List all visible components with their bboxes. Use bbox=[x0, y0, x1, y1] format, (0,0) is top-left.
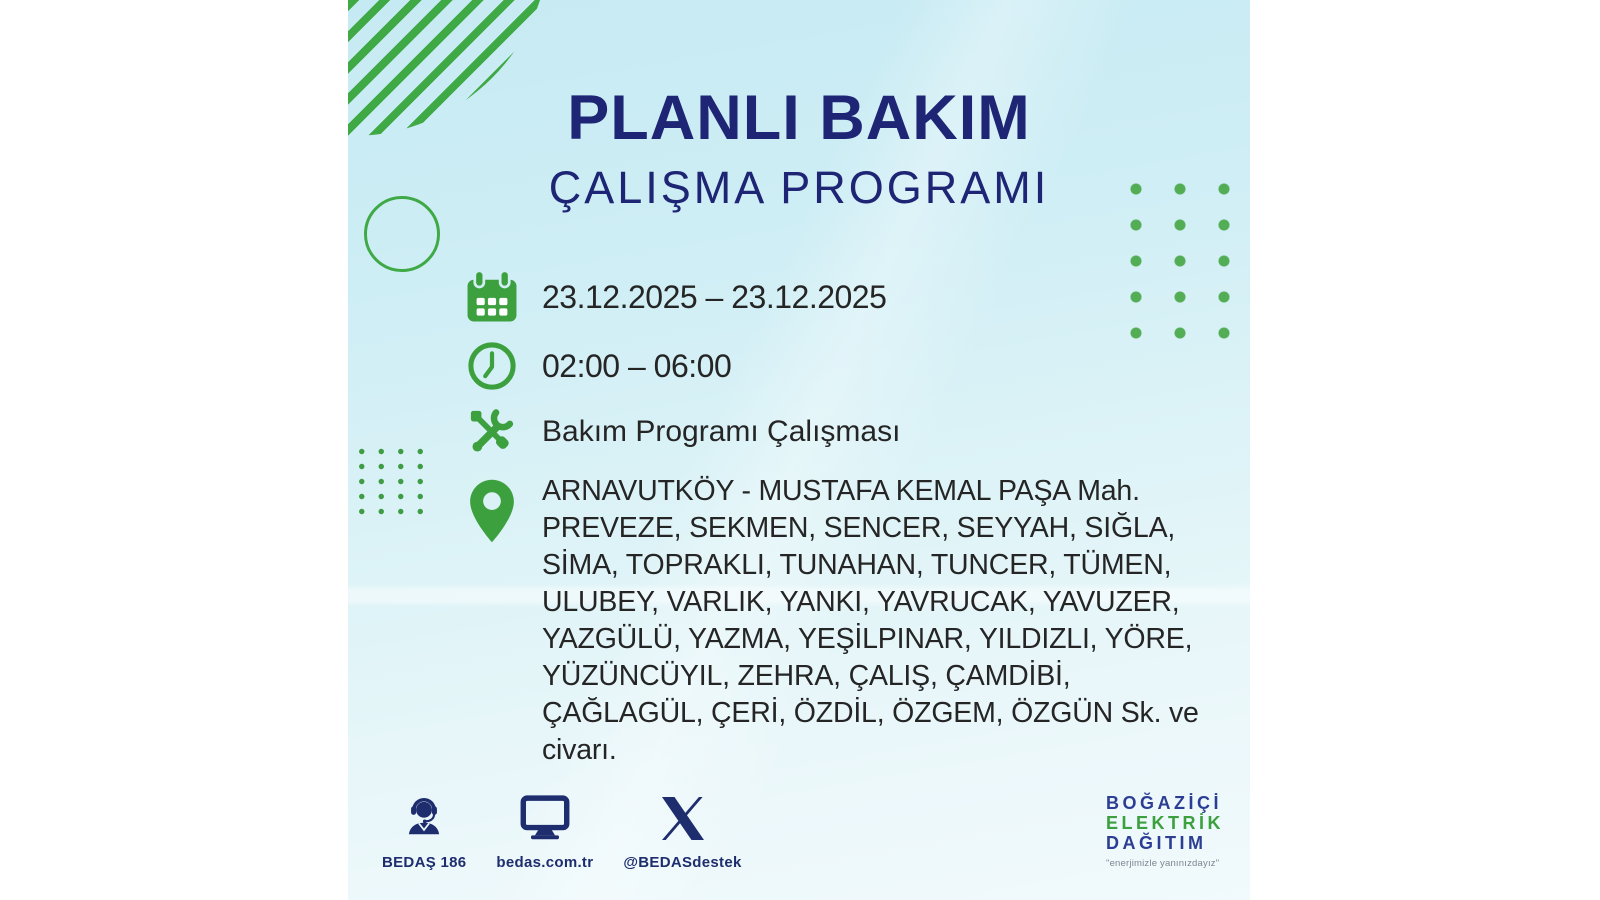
work-type-row bbox=[460, 406, 1220, 458]
logo-tagline: "enerjimizle yanınızdayız" bbox=[1106, 858, 1220, 869]
logo-line-dagitim: DAĞITIM bbox=[1106, 833, 1207, 853]
logo-line-elektrik: ELEKTRİK bbox=[1106, 813, 1224, 833]
work-type: Bakım Programı Çalışması bbox=[542, 415, 901, 448]
headset-agent-icon bbox=[401, 794, 447, 845]
calendar-icon bbox=[460, 268, 524, 326]
time-range: 02:00 – 06:00 bbox=[542, 347, 732, 384]
x-twitter-icon bbox=[662, 797, 704, 845]
date-row bbox=[460, 268, 1220, 326]
monitor-icon bbox=[520, 795, 570, 845]
location-text: ARNAVUTKÖY - MUSTAFA KEMAL PAŞA Mah. PREVEZE, SEKMEN, SENCER, SEYYAH, SIĞLA, SİMA, TOPRAKLI, TUNAHAN, TUNCER, TÜMEN, ULUBEY, VARLIK, YANKI, YAVRUCAK, YAVUZER, YAZGÜLÜ, YAZMA, YEŞİLPINAR, YILDIZLI, YÖRE, YÜZÜNCÜYIL, ZEHRA, ÇALIŞ, ÇAMDİBİ, ÇAĞLAGÜL, ÇERİ, ÖZDİL, ÖZGEM, ÖZGÜN Sk. ve civarı. bbox=[542, 475, 1199, 766]
contact-label: @BEDASdestek bbox=[623, 854, 742, 871]
dots-grid-left-decoration bbox=[352, 444, 430, 522]
header bbox=[348, 82, 1250, 214]
schedule-details bbox=[460, 268, 1220, 769]
contact-label: bedas.com.tr bbox=[496, 854, 594, 871]
location-row bbox=[460, 473, 1220, 769]
logo-line-bogazici: BOĞAZİÇİ bbox=[1106, 793, 1222, 813]
maintenance-tools-icon bbox=[460, 406, 524, 458]
contact-channels bbox=[382, 794, 742, 871]
contact-callcenter bbox=[382, 794, 466, 871]
contact-label: BEDAŞ 186 bbox=[382, 854, 467, 871]
page-subtitle: ÇALIŞMA PROGRAMI bbox=[548, 162, 1050, 213]
time-row bbox=[460, 339, 1220, 393]
contact-twitter bbox=[623, 797, 741, 871]
page-title: PLANLI BAKIM bbox=[567, 83, 1031, 153]
contact-website bbox=[496, 795, 593, 871]
date-range: 23.12.2025 – 23.12.2025 bbox=[542, 278, 887, 315]
company-logo bbox=[1106, 793, 1246, 869]
location-pin-icon bbox=[460, 473, 524, 545]
clock-icon bbox=[460, 339, 524, 393]
announcement-card bbox=[348, 0, 1250, 900]
